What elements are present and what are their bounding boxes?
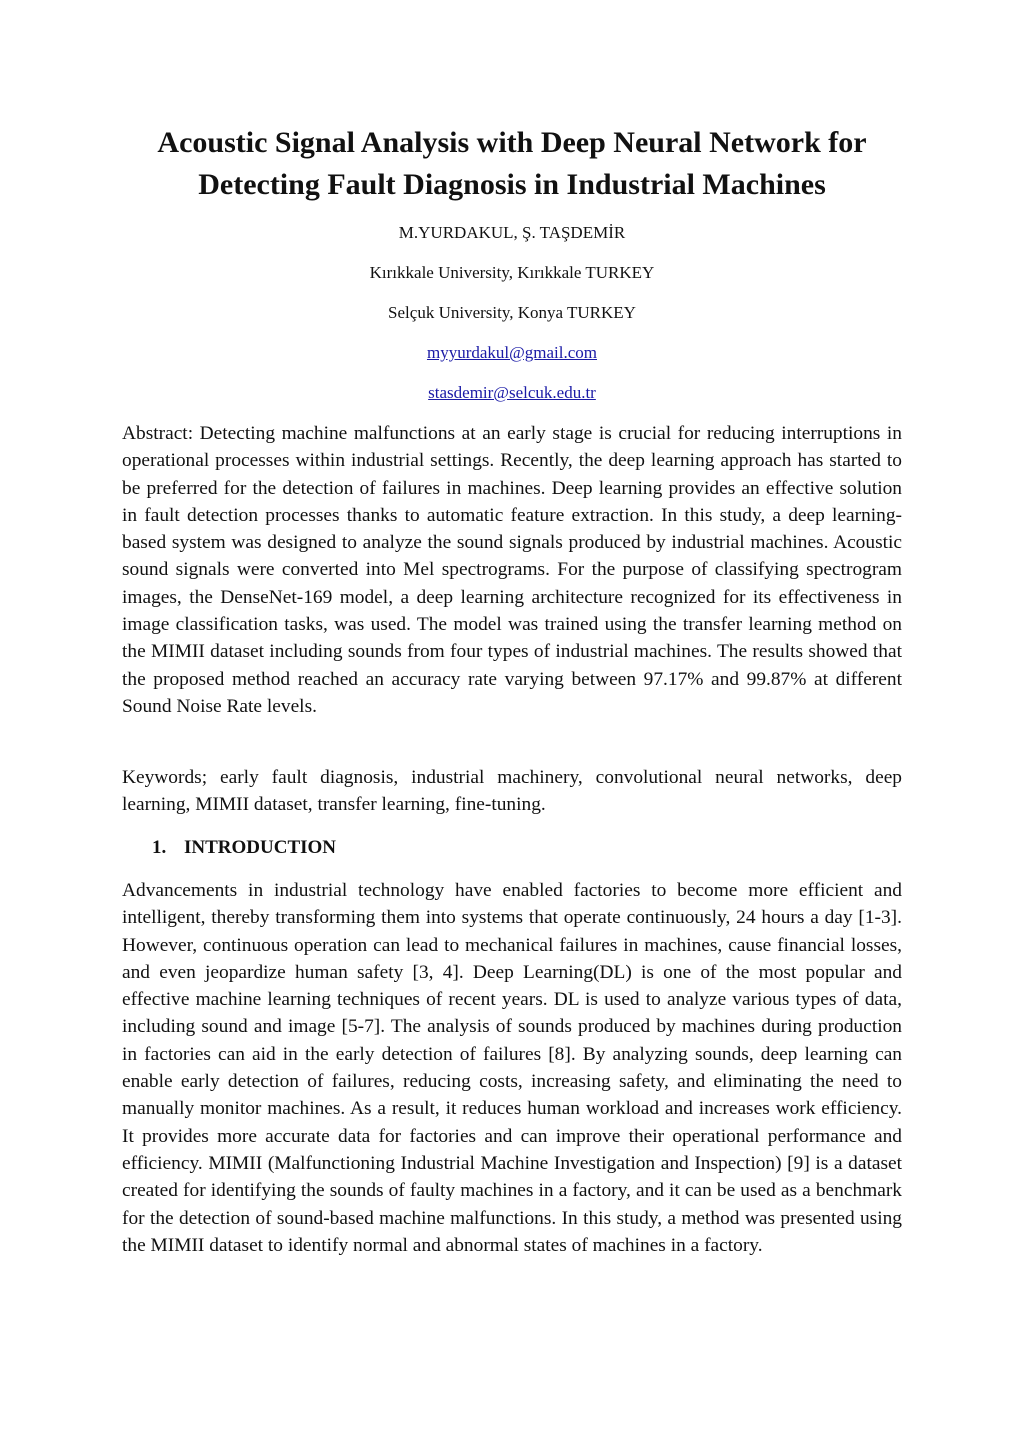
- affiliation-2: Selçuk University, Konya TURKEY: [388, 303, 636, 322]
- introduction-paragraph: Advancements in industrial technology have enabled factories to become more efficient and intelligent, thereby transforming them into systems that operate continuously, 24 hours a day [1-3]. However, continuous operation can lead to mechanical failures in machines, cause financial losses, and even jeopardize human safety [3, 4]. Deep Learning(DL) is one of the most popular and effective machine learning techniques of recent years. DL is used to analyze various types of data, including sound and image [5-7]. The analysis of sounds produced by machines during production in factories can aid in the early detection of failures [8]. By analyzing sounds, deep learning can enable early detection of failures, reducing costs, increasing safety, and eliminating the need to manually monitor machines. As a result, it reduces human workload and increases work efficiency. It provides more accurate data for factories and can improve their operational performance and efficiency. MIMII (Malfunctioning Industrial Machine Investigation and Inspection) [9] is a dataset created for identifying the sounds of faulty machines in a factory, and it can be used as a benchmark for the detection of sound-based machine malfunctions. In this study, a method was presented using the MIMII dataset to identify normal and abnormal states of machines in a factory.: [122, 880, 902, 1256]
- abstract-paragraph: Abstract: Detecting machine malfunctions at an early stage is crucial for reducing interruptions in operational processes within industrial settings. Recently, the deep learning approach has started to be preferred for the detection of failures in machines. Deep learning provides an effective solution in fault detection processes thanks to automatic feature extraction. In this study, a deep learning-based system was designed to analyze the sound signals produced by industrial machines. Acoustic sound signals were converted into Mel spectrograms. For the purpose of classifying spectrogram images, the DenseNet-169 model, a deep learning architecture recognized for its effectiveness in image classification tasks, was used. The model was trained using the transfer learning method on the MIMII dataset including sounds from four types of industrial machines. The results showed that the proposed method reached an accuracy rate varying between 97.17% and 99.87% at different Sound Noise Rate levels.: [122, 423, 902, 717]
- author-list: M.YURDAKUL, Ş. TAŞDEMİR: [398, 223, 626, 242]
- paper-title: [100, 122, 924, 206]
- section-title: INTRODUCTION: [184, 837, 337, 858]
- affiliation-1: Kırıkkale University, Kırıkkale TURKEY: [369, 263, 655, 282]
- section-number: 1.: [152, 837, 167, 858]
- title-line-1: Acoustic Signal Analysis with Deep Neural Network for: [157, 126, 867, 159]
- email-link-2[interactable]: stasdemir@selcuk.edu.tr: [428, 383, 596, 402]
- email-line-1: [0, 342, 1024, 364]
- keywords-paragraph: Keywords; early fault diagnosis, industrial machinery, convolutional neural networks, deep learning, MIMII dataset, transfer learning, fine-tuning.: [122, 767, 902, 816]
- section-heading-introduction: [152, 836, 336, 860]
- title-line-2: Detecting Fault Diagnosis in Industrial Machines: [198, 168, 826, 201]
- email-link-1[interactable]: myyurdakul@gmail.com: [426, 343, 598, 362]
- email-line-2: [0, 382, 1024, 404]
